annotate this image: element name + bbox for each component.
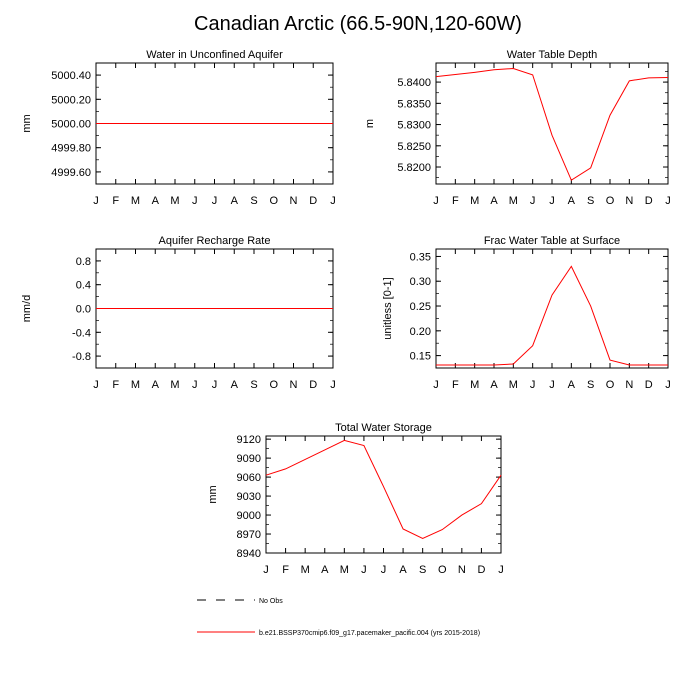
y-tick-label: 5.8250 [397, 140, 431, 153]
y-axis-label: unitless [0-1] [382, 277, 394, 340]
x-tick-label: A [490, 195, 498, 207]
x-tick-label: D [644, 195, 653, 207]
y-tick-label: 9060 [236, 472, 261, 485]
x-tick-label: J [192, 379, 198, 391]
y-axis-label: mm [21, 114, 33, 133]
x-tick-label: J [549, 379, 555, 391]
x-tick-label: M [470, 379, 480, 391]
plot-frame [436, 249, 668, 368]
y-tick-label: 4999.80 [51, 142, 91, 155]
x-tick-label: J [380, 564, 387, 576]
x-tick-label: J [433, 195, 439, 207]
panel-4 [382, 235, 671, 391]
y-tick-label: 4999.60 [51, 166, 91, 179]
y-tick-label: 0.35 [409, 251, 431, 264]
panels [21, 49, 671, 576]
series-line-1 [436, 69, 668, 181]
panel-title: Total Water Storage [335, 422, 432, 434]
x-tick-label: A [321, 564, 329, 576]
panel-title: Frac Water Table at Surface [483, 235, 621, 247]
x-tick-label: J [211, 195, 218, 207]
x-tick-label: A [230, 195, 238, 207]
x-tick-label: F [451, 379, 459, 391]
x-tick-label: J [665, 195, 671, 207]
y-tick-label: 8940 [236, 548, 261, 560]
x-tick-label: M [130, 379, 141, 391]
x-tick-label: S [418, 564, 427, 576]
y-tick-label: 5000.40 [51, 70, 91, 83]
plot-frame [436, 63, 668, 184]
y-tick-label: 5.8300 [397, 119, 431, 132]
x-tick-label: J [549, 195, 555, 207]
series-line-1 [436, 266, 668, 365]
y-tick-label: 0.4 [75, 279, 91, 292]
y-tick-label: 9030 [236, 491, 261, 504]
x-tick-label: F [112, 379, 120, 391]
y-axis-label: mm/d [21, 294, 33, 323]
panel-title: Water Table Depth [506, 49, 598, 61]
x-tick-label: O [605, 379, 615, 391]
x-tick-label: J [361, 564, 367, 576]
y-tick-label: 0.15 [409, 350, 431, 363]
y-tick-label: 0.25 [409, 301, 431, 314]
x-tick-label: N [289, 379, 298, 391]
x-tick-label: A [399, 564, 407, 576]
y-tick-label: 5.8400 [397, 77, 431, 90]
series-line-1 [266, 440, 501, 538]
x-tick-label: M [170, 195, 180, 207]
x-tick-label: J [498, 564, 504, 576]
x-tick-label: O [269, 379, 279, 391]
legend [197, 598, 480, 637]
figure-title: Canadian Arctic (66.5-90N,120-60W) [194, 13, 522, 35]
plot-frame [266, 436, 501, 553]
x-tick-label: A [151, 195, 159, 207]
y-axis-label: mm [207, 485, 219, 504]
y-tick-label: 0.0 [75, 303, 91, 316]
x-tick-label: J [665, 379, 671, 391]
x-tick-label: A [151, 379, 159, 391]
x-tick-label: D [644, 379, 653, 391]
x-tick-label: M [130, 195, 141, 207]
x-tick-label: J [330, 195, 336, 207]
x-tick-label: M [339, 564, 349, 576]
x-tick-label: A [567, 379, 576, 391]
x-tick-label: F [112, 195, 120, 207]
x-tick-label: J [529, 379, 536, 391]
x-tick-label: A [490, 379, 498, 391]
x-tick-label: M [470, 195, 480, 207]
x-tick-label: O [269, 195, 279, 207]
y-tick-label: 5.8200 [397, 162, 431, 175]
y-tick-label: 0.20 [409, 325, 431, 338]
x-tick-label: M [170, 379, 180, 391]
x-tick-label: O [437, 564, 447, 576]
panel-3 [21, 235, 336, 391]
x-tick-label: D [309, 379, 318, 391]
y-tick-label: 8970 [236, 529, 261, 542]
y-tick-label: 0.30 [409, 276, 431, 289]
x-tick-label: S [250, 379, 258, 391]
panel-2 [364, 49, 671, 207]
x-tick-label: J [330, 379, 336, 391]
x-tick-label: J [433, 379, 439, 391]
x-tick-label: N [289, 195, 298, 207]
y-tick-label: 9000 [236, 510, 261, 523]
x-tick-label: F [282, 564, 289, 576]
panel-5 [207, 422, 504, 576]
y-tick-label: 9120 [236, 434, 261, 447]
x-tick-label: S [586, 195, 595, 207]
x-tick-label: M [508, 195, 518, 207]
y-tick-label: 5.8350 [397, 98, 431, 111]
y-axis-label: m [364, 118, 376, 129]
x-tick-label: M [300, 564, 310, 576]
x-tick-label: D [309, 195, 318, 207]
x-tick-label: A [230, 379, 238, 391]
x-tick-label: D [477, 564, 486, 576]
x-tick-label: N [625, 379, 634, 391]
y-tick-label: -0.4 [72, 327, 91, 340]
y-tick-label: 5000.00 [51, 118, 91, 131]
x-tick-label: F [451, 195, 459, 207]
legend-label-no-obs: No Obs [259, 598, 283, 605]
x-tick-label: O [605, 195, 615, 207]
panel-title: Water in Unconfined Aquifer [146, 49, 283, 61]
panel-title: Aquifer Recharge Rate [158, 235, 271, 247]
y-tick-label: 9090 [236, 453, 261, 466]
x-tick-label: A [567, 195, 576, 207]
x-tick-label: M [508, 379, 518, 391]
x-tick-label: J [192, 195, 198, 207]
legend-label-model-run: b.e21.BSSP370cmip6.f09_g17.pacemaker_pacific.004 (yrs 2015-2018) [259, 630, 481, 637]
x-tick-label: J [263, 564, 269, 576]
x-tick-label: J [93, 195, 99, 207]
panel-1 [21, 49, 336, 207]
y-tick-label: 0.8 [75, 255, 91, 268]
x-tick-label: J [93, 379, 99, 391]
x-tick-label: N [457, 564, 466, 576]
x-tick-label: S [586, 379, 595, 391]
x-tick-label: S [250, 195, 258, 207]
x-tick-label: N [625, 195, 634, 207]
y-tick-label: 5000.20 [51, 94, 91, 107]
x-tick-label: J [529, 195, 536, 207]
x-tick-label: J [211, 379, 218, 391]
y-tick-label: -0.8 [72, 351, 91, 364]
